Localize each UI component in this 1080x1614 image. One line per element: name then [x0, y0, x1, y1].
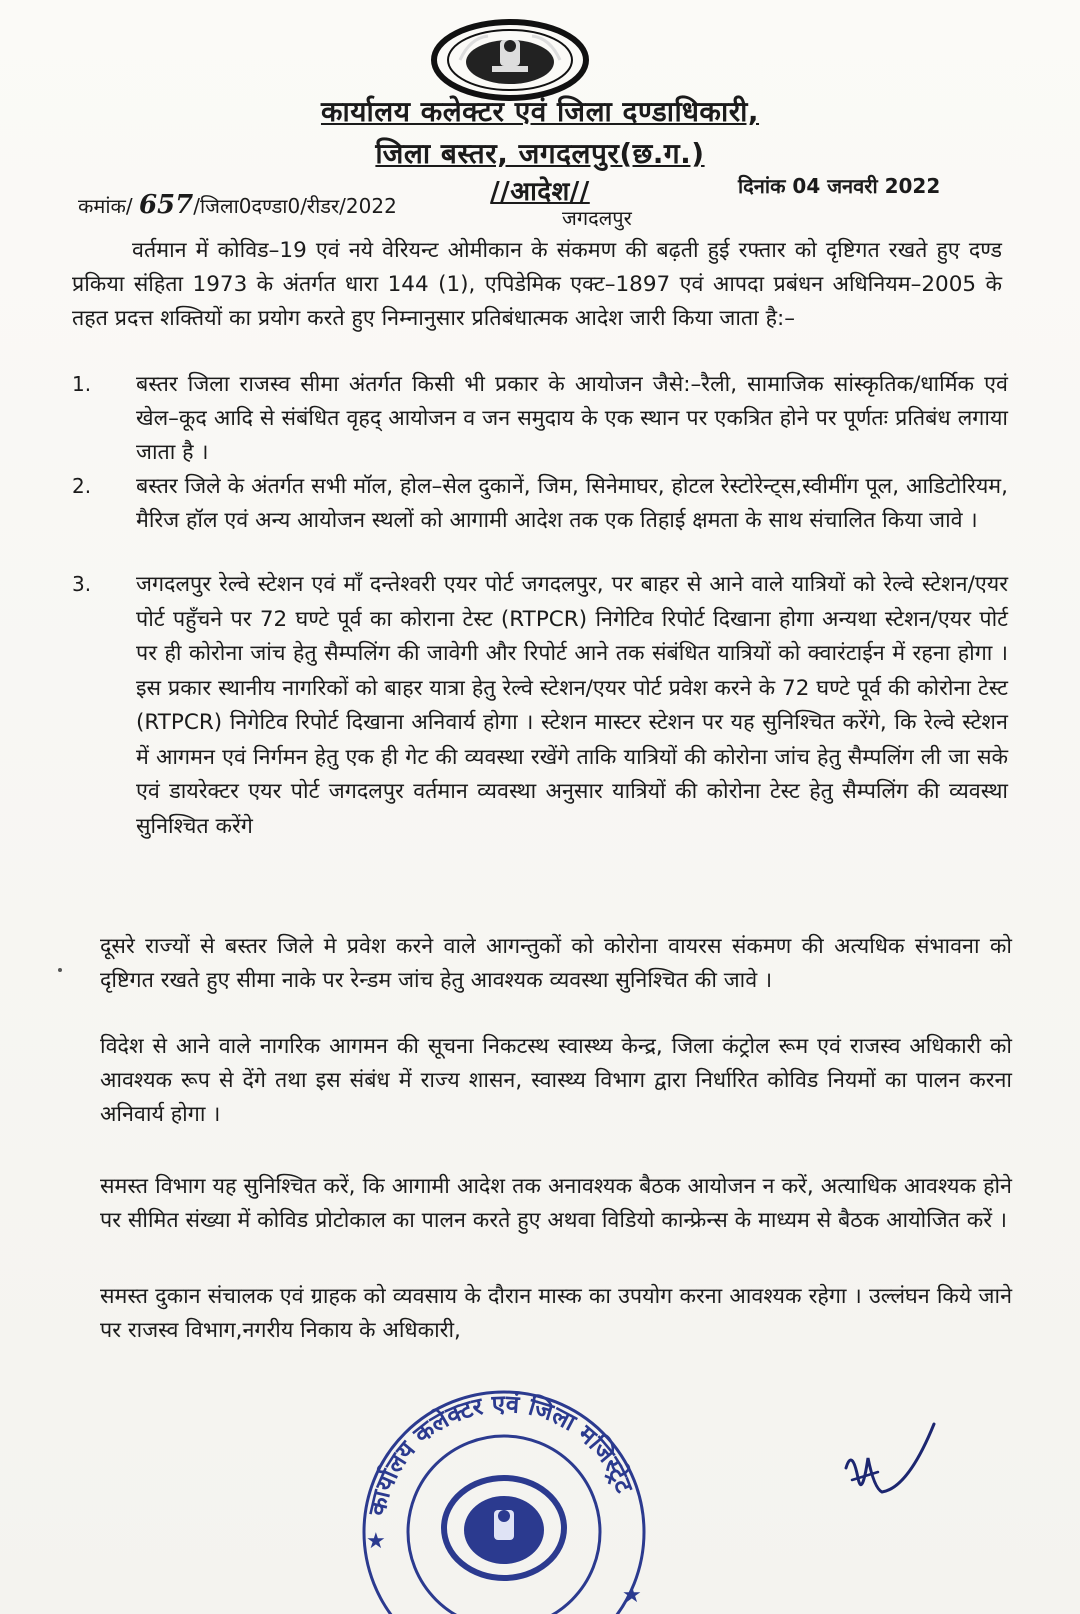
office-district: जिला बस्तर, जगदलपुर(छ.ग.) [375, 137, 705, 170]
paragraph: समस्त विभाग यह सुनिश्चित करें, कि आगामी आदेश तक अनावश्यक बैठक आयोजन न करें, अत्याधिक आवश्यक होने पर सीमित संख्या में कोविड प्रोटोकाल का पालन करते हुए अथवा विडियो कान्फ्रेन्स के माध्यम से बैठक आयोजित करें । [100, 1174, 1012, 1233]
svg-text:★: ★ [366, 1529, 386, 1554]
svg-text:कार्यालय कलेक्टर एवं जिला मजिस: कार्यालय कलेक्टर एवं जिला मजिस्ट्रेट [362, 1389, 639, 1519]
list-item: बस्तर जिला राजस्व सीमा अंतर्गत किसी भी प्रकार के आयोजन जैसे:–रैली, सामाजिक सांस्कृतिक/धार्मिक एवं खेल–कूद आदि से संबंधित वृहद् आयोजन व जन समुदाय के एक स्थान पर एकत्रित होने पर पूर्णतः प्रतिबंध लगाया जाता है । [136, 372, 1008, 465]
paragraph: दूसरे राज्यों से बस्तर जिले मे प्रवेश करने वाले आगन्तुकों को कोरोना वायरस संकमण की अत्यधिक संभावना को दृष्टिगत रखते हुए सीमा नाके पर रेन्डम जांच हेतु आवश्यक व्यवस्था सुनिश्चित की जावे । [100, 934, 1012, 993]
margin-mark [58, 968, 62, 972]
item-number: 3. [72, 572, 92, 596]
reference-line [78, 190, 397, 220]
item-number: 2. [72, 474, 92, 498]
list-item: बस्तर जिले के अंतर्गत सभी मॉल, होल–सेल दुकानें, जिम, सिनेमाघर, होटल रेस्टोरेन्ट्स,स्वीमींग पूल, आडिटोरियम, मैरिज हॉल एवं अन्य आयोजन स्थलों को आगामी आदेश तक एक तिहाई क्षमता के साथ संचालित किया जावे । [136, 474, 1008, 533]
ref-prefix: कमांक/ [78, 194, 133, 218]
signature-icon [838, 1418, 938, 1508]
government-emblem-icon [430, 18, 590, 102]
list-item: जगदलपुर रेल्वे स्टेशन एवं माँ दन्तेश्वरी एयर पोर्ट जगदलपुर, पर बाहर से आने वाले यात्रियों को रेल्वे स्टेशन/एयर पोर्ट पहुँचने पर 72 घण्टे पूर्व का कोराना टेस्ट (RTPCR) निगेटिव रिपोर्ट दिखाना होगा अन्यथा स्टेशन/एयर पोर्ट पर ही कोरोना जांच हेतु सैम्पलिंग की जावेगी और रिपोर्ट आने तक संबंधित यात्रियों को क्वारंटाईन में रहना होगा । इस प्रकार स्थानीय नागरिकों को बाहर यात्रा हेतु रेल्वे स्टेशन/एयर पोर्ट प्रवेश करने के 72 घण्टे पूर्व की कोरोना टेस्ट (RTPCR) निगेटिव रिपोर्ट दिखाना अनिवार्य होगा । स्टेशन मास्टर स्टेशन पर यह सुनिश्चित करेंगे, कि रेल्वे स्टेशन में आगमन एवं निर्गमन हेतु एक ही गेट की व्यवस्था रखेंगे ताकि यात्रियों की कोरोना जांच हेतु सैम्पलिंग ली जा सके एवं डायरेक्टर एयर पोर्ट जगदलपुर वर्तमान व्यवस्था अनुसार यात्रियों की कोरोना टेस्ट हेतु सैम्पलिंग की व्यवस्था सुनिश्चित करेंगे [136, 572, 1008, 839]
intro-paragraph: वर्तमान में कोविड–19 एवं नये वेरियन्ट ओमीकान के संकमण की बढ़ती हुई रफ्तार को दृष्टिगत रखते हुए दण्ड प्रकिया संहिता 1973 के अंतर्गत धारा 144 (1), एपिडेमिक एक्ट–1897 एवं आपदा प्रबंधन अधिनियम–2005 के तहत प्रदत्त शक्तियों का प्रयोग करते हुए निम्नानुसार प्रतिबंधात्मक आदेश जारी किया जाता है:– [72, 238, 1002, 331]
office-title: कार्यालय कलेक्टर एवं जिला दण्डाधिकारी, [320, 95, 760, 128]
paragraph: विदेश से आने वाले नागरिक आगमन की सूचना निकटस्थ स्वास्थ्य केन्द्र, जिला कंट्रोल रूम एवं राजस्व अधिकारी को आवश्यक रूप से देंगे तथा इस संबंध में राज्य शासन, स्वास्थ्य विभाग द्वारा निर्धारित कोविड नियमों का पालन करना अनिवार्य होगा । [100, 1034, 1012, 1127]
item-number: 1. [72, 372, 92, 396]
official-seal-icon [344, 1332, 664, 1614]
ref-place: जगदलपुर [562, 206, 632, 230]
order-heading: //आदेश// [490, 177, 590, 207]
order-date: दिनांक 04 जनवरी 2022 [738, 174, 941, 198]
paragraph: समस्त दुकान संचालक एवं ग्राहक को व्यवसाय के दौरान मास्क का उपयोग करना आवश्यक रहेगा । उल्लंघन किये जाने पर राजस्व विभाग,नगरीय निकाय के अधिकारी, [100, 1284, 1012, 1343]
svg-text:★: ★ [622, 1583, 642, 1608]
ref-number: 657 [138, 190, 194, 220]
ref-suffix: /जिला0दण्डा0/रीडर/2022 [193, 194, 397, 218]
